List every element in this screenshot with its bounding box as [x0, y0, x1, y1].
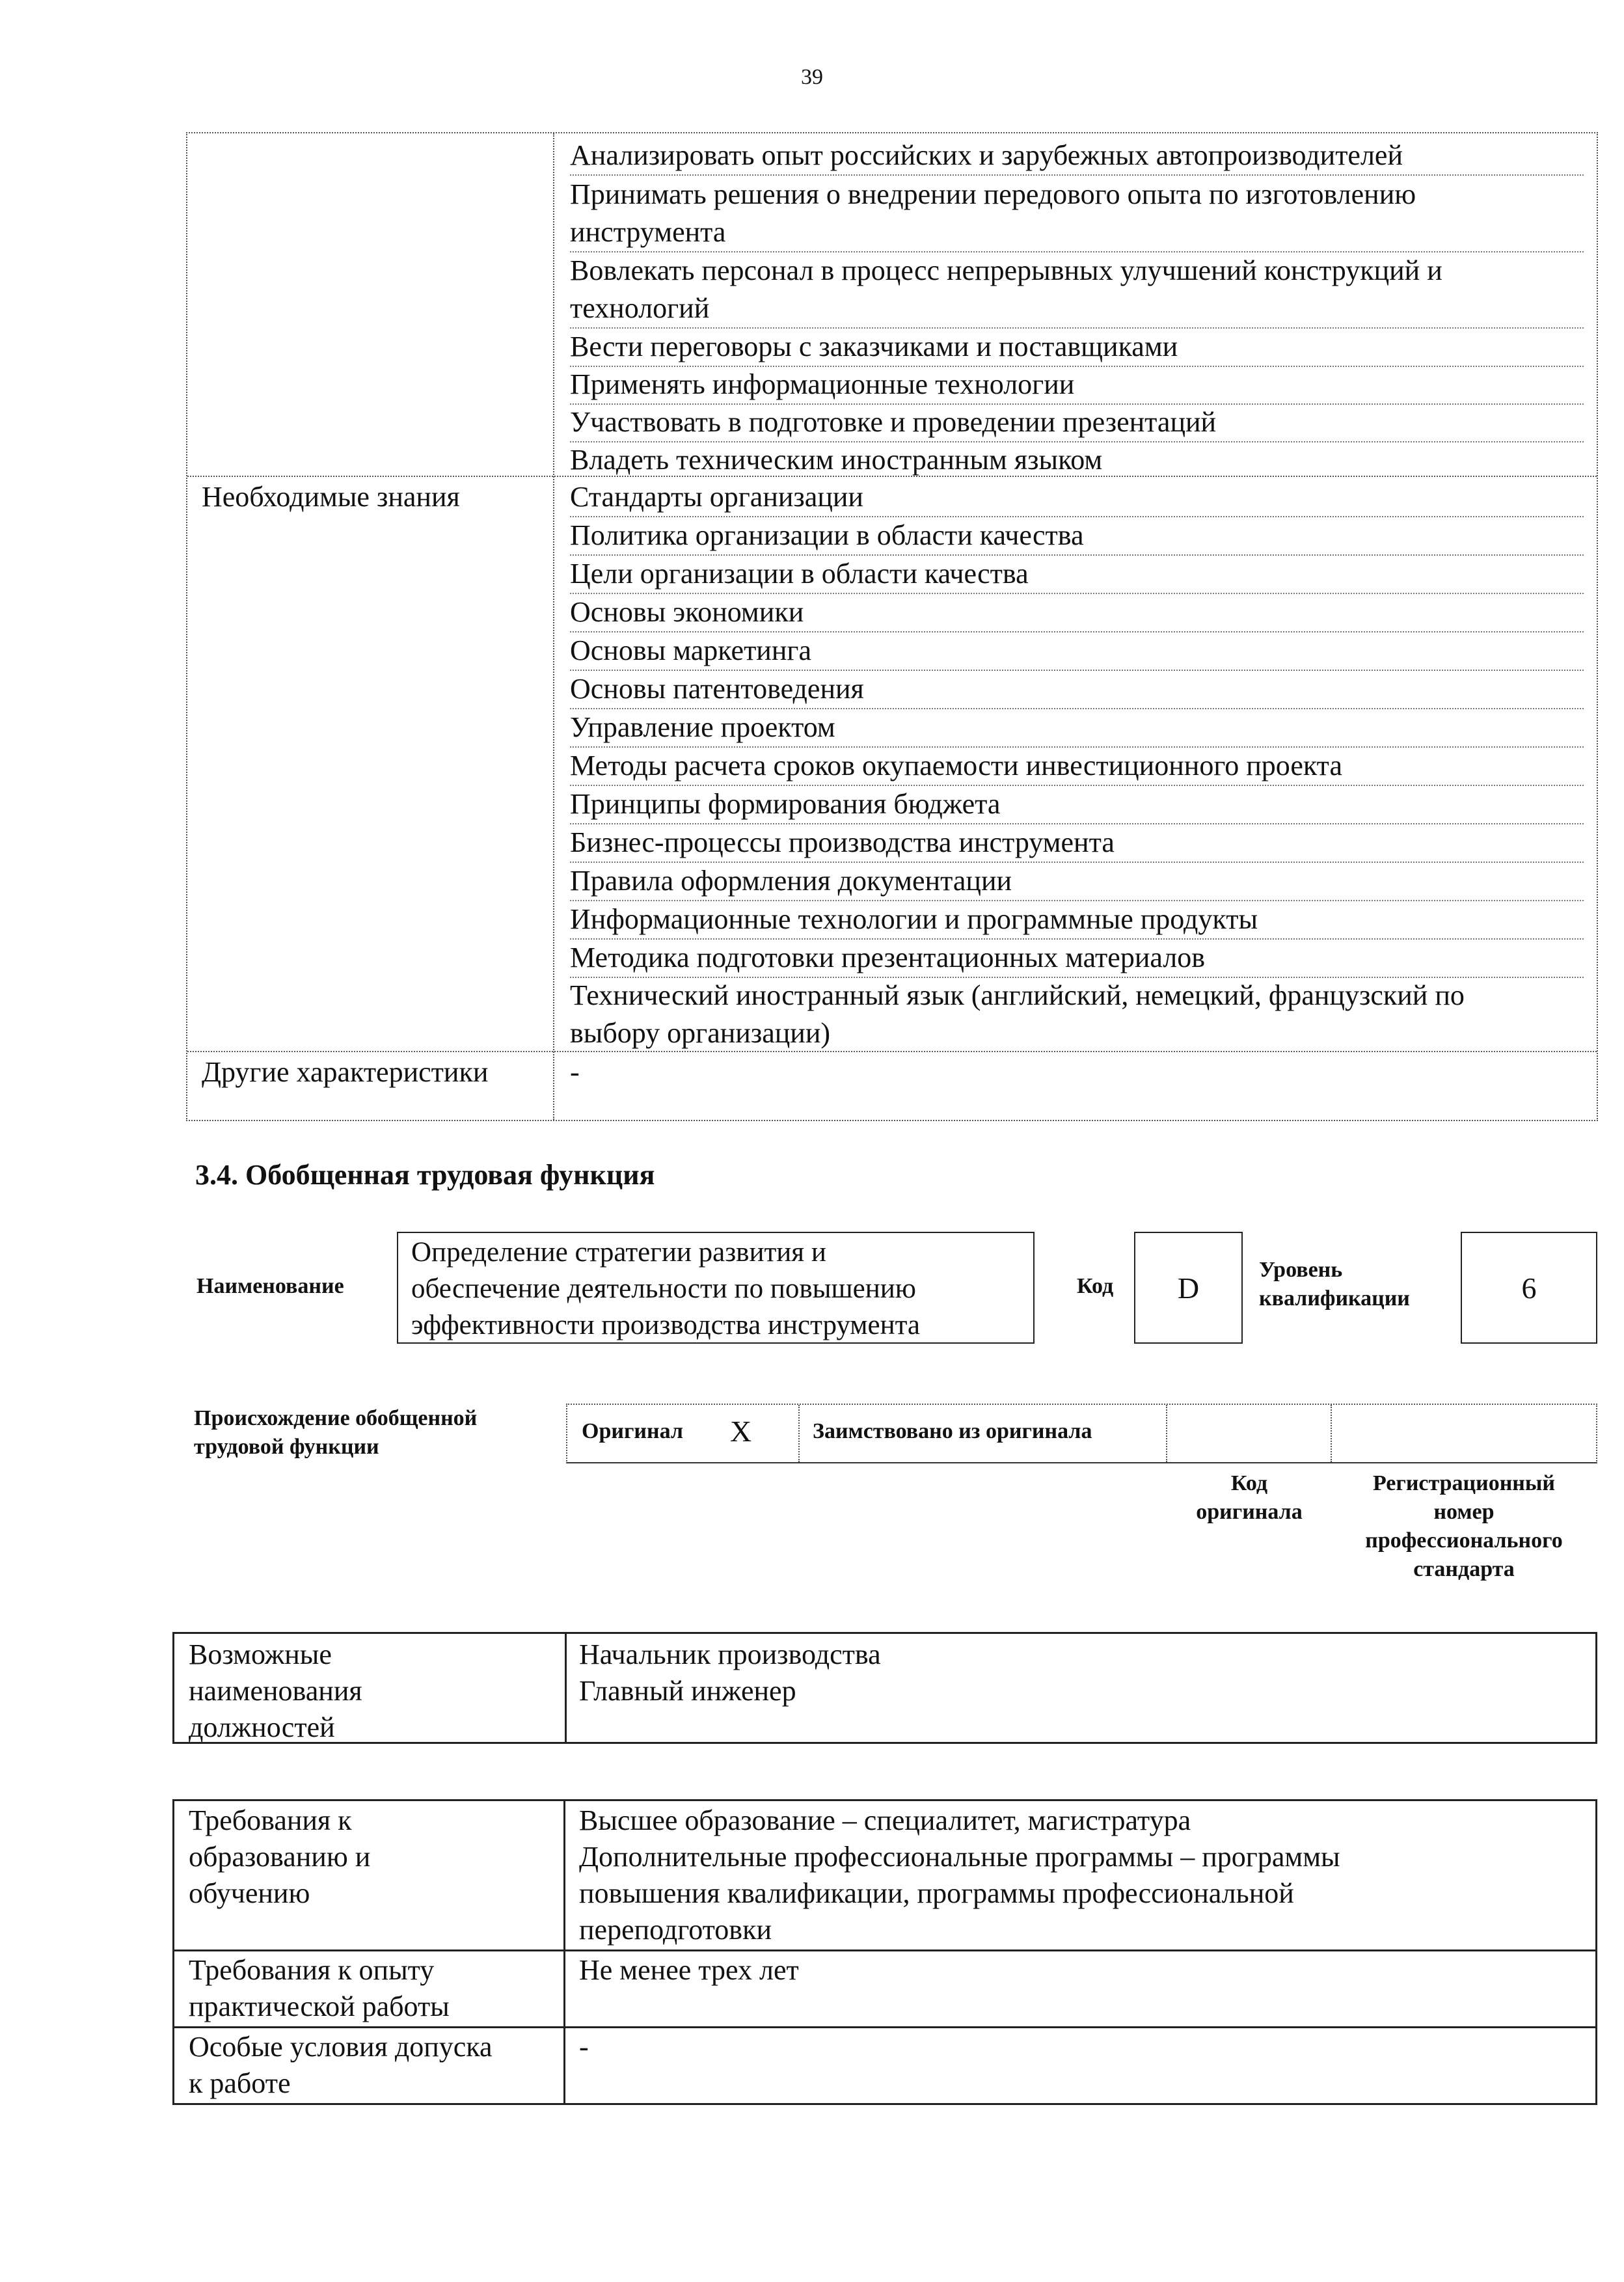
- knowledge-row: Управление проектом: [570, 709, 1584, 748]
- level-value-box: [1461, 1232, 1597, 1344]
- knowledge-row: Цели организации в области качества: [570, 555, 1584, 594]
- borrowed-label: Заимствовано из оригинала: [813, 1419, 1092, 1443]
- skill-row: Участвовать в подготовке и проведении презентаций: [570, 403, 1584, 442]
- page-number: 39: [801, 65, 823, 89]
- requirements-table: [172, 1799, 1597, 2105]
- skill-row: Вовлекать персонал в процесс непрерывных улучшений конструкций и технологий: [570, 252, 1584, 329]
- original-label: Оригинал: [582, 1419, 683, 1443]
- positions-values: Начальник производства Главный инженер: [579, 1638, 881, 1707]
- original-mark: X: [730, 1415, 752, 1448]
- conditions-value: -: [579, 2031, 589, 2063]
- knowledge-row: Методы расчета сроков окупаемости инвестиционного проекта: [570, 747, 1584, 786]
- knowledge-row: Политика организации в области качества: [570, 517, 1584, 556]
- skill-row: Принимать решения о внедрении передового опыта по изготовлению инструмента: [570, 176, 1584, 252]
- skill-row: Применять информационные технологии: [570, 366, 1584, 405]
- origin-label: Происхождение обобщенной трудовой функции: [194, 1406, 478, 1459]
- code-value: D: [1177, 1271, 1200, 1305]
- experience-label: Требования к опыту практической работы: [189, 1954, 450, 2022]
- origin-box: [566, 1404, 1597, 1463]
- other-characteristics-value: -: [570, 1056, 580, 1088]
- knowledge-row: Основы экономики: [570, 593, 1584, 632]
- positions-label: Возможные наименования должностей: [189, 1638, 362, 1743]
- name-label: Наименование: [196, 1274, 344, 1298]
- skill-row: Анализировать опыт российских и зарубежных автопроизводителей: [570, 137, 1584, 176]
- knowledge-row: Стандарты организации: [570, 478, 1584, 517]
- knowledge-row: Правила оформления документации: [570, 862, 1584, 901]
- skill-row: Владеть техническим иностранным языком: [570, 444, 1103, 476]
- knowledge-row: Основы маркетинга: [570, 632, 1584, 671]
- skill-row: Вести переговоры с заказчиками и поставщиками: [570, 328, 1584, 367]
- code-value-box: [1134, 1232, 1243, 1344]
- education-label: Требования к образованию и обучению: [189, 1804, 371, 1909]
- other-characteristics-label: Другие характеристики: [202, 1056, 489, 1088]
- knowledge-row: Принципы формирования бюджета: [570, 785, 1584, 824]
- section-title: 3.4. Обобщенная трудовая функция: [195, 1159, 655, 1191]
- knowledge-row: Технический иностранный язык (английский, немецкий, французский по выбору организации): [570, 979, 1465, 1049]
- conditions-label: Особые условия допуска к работе: [189, 2031, 493, 2099]
- knowledge-row: Бизнес-процессы производства инструмента: [570, 824, 1584, 863]
- function-name-box: Определение стратегии развития и обеспечение деятельности по повышению эффективности производства инструмента: [397, 1232, 1035, 1344]
- skills-knowledge-table: [186, 132, 1598, 1121]
- code-origin-caption: Код оригинала: [1196, 1471, 1303, 1524]
- knowledge-label: Необходимые знания: [202, 481, 460, 513]
- knowledge-row: Основы патентоведения: [570, 670, 1584, 709]
- column-divider: [553, 133, 554, 1120]
- experience-value: Не менее трех лет: [579, 1954, 799, 1986]
- reg-number-caption: Регистрационный номер профессионального стандарта: [1365, 1471, 1563, 1581]
- code-label: Код: [1077, 1274, 1114, 1298]
- level-value: 6: [1521, 1271, 1537, 1305]
- knowledge-row: Информационные технологии и программные продукты: [570, 901, 1584, 940]
- knowledge-row: Методика подготовки презентационных материалов: [570, 939, 1584, 978]
- education-value: Высшее образование – специалитет, магистратура Дополнительные профессиональные программы – программы повышения квалификации, программы профессиональной переподготовки: [579, 1804, 1340, 1946]
- level-label: Уровень квалификации: [1259, 1258, 1410, 1311]
- positions-table: [172, 1632, 1597, 1744]
